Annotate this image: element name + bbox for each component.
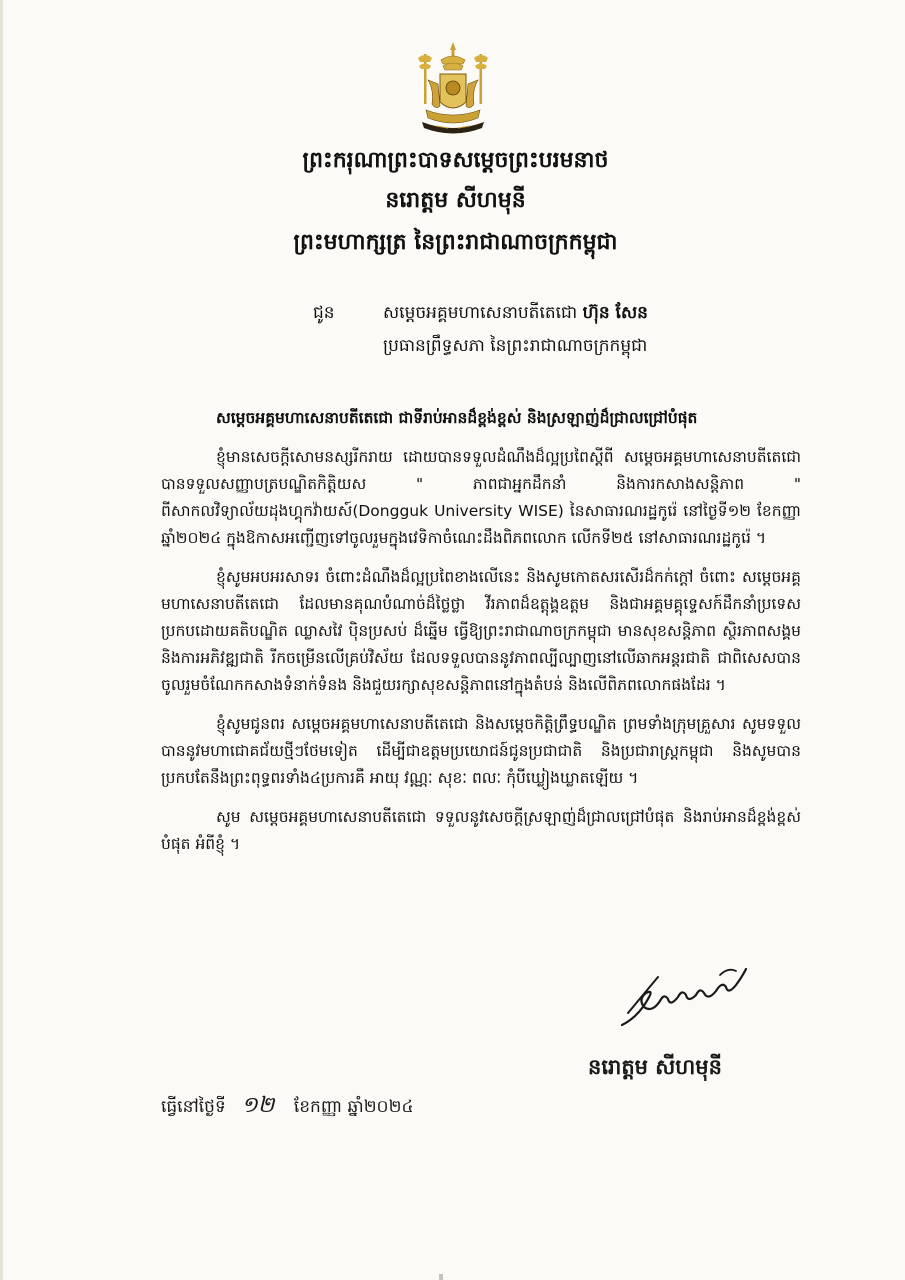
paragraph-1: ខ្ញុំមានសេចក្តីសោមនស្សរីករាយ ដោយបានទទួលដំណឹងដ៏ល្អប្រពៃស្តីពី សម្តេចអគ្គមហាសេនាបតីតេជោ បានទទួលសញ្ញាបត្របណ្ឌិតកិត្តិយស " ភាពជាអ្នកដឹកនាំ និងការកសាងសន្តិភាព " ពីសាកលវិទ្យាល័យដុងហ្គុកវ៉ាយស៍(Dongguk University WISE) នៃសាធារណរដ្ឋកូរ៉េ នៅថ្ងៃទី១២ ខែកញ្ញា ឆ្នាំ២០២៤ ក្នុងឱកាសអញ្ជើញទៅចូលរួមក្នុងវេទិកាចំណេះដឹងពិភពលោក លើកទី២៥ នៅសាធារណរដ្ឋកូរ៉េ ។ (161, 448, 801, 547)
handwritten-signature (608, 955, 768, 1035)
date-prefix: ធ្វើនៅថ្ងៃទី (161, 1097, 226, 1117)
paragraph-4: សូម សម្តេចអគ្គមហាសេនាបតីតេជោ ទទួលនូវសេចក្តីស្រឡាញ់ដ៏ជ្រាលជ្រៅបំផុត និងរាប់អានដ៏ខ្ពង់ខ្ពស់បំផុត អំពីខ្ញុំ ។ (161, 808, 801, 853)
addressee-name-prefix: សម្តេចអគ្គមហាសេនាបតីតេជោ (383, 303, 578, 323)
addressee-title: ប្រធានព្រឹទ្ធសភា នៃព្រះរាជាណាចក្រកម្ពុជា (383, 336, 648, 356)
addressee-name-bold: ហ៊ុន សែន (582, 303, 648, 323)
header-royal-title: ព្រះករុណាព្រះបាទសម្តេចព្រះបរមនាថ (302, 147, 609, 173)
date-month-year: ខែកញ្ញា ឆ្នាំ២០២៤ (293, 1097, 414, 1117)
addressee-name (383, 300, 648, 326)
date-day: ១២ (241, 1093, 275, 1118)
header-king-name: នរោត្តម សីហមុនី (385, 187, 526, 213)
signer-name: នរោត្តម សីហមុនី (588, 1054, 722, 1079)
date-line (161, 1092, 414, 1121)
page-edge-mark (439, 1274, 443, 1280)
header-king-office: ព្រះមហាក្សត្រ នៃព្រះរាជាណាចក្រកម្ពុជា (293, 229, 618, 255)
letter-body (161, 405, 801, 870)
royal-coat-of-arms-emblem (408, 40, 498, 140)
paragraph-3: ខ្ញុំសូមជូនពរ សម្តេចអគ្គមហាសេនាបតីតេជោ និងសម្តេចកិត្តិព្រឹទ្ធបណ្ឌិត ព្រមទាំងក្រុមគ្រួសារ សូមទទួលបាននូវមហាជោគជ័យថ្មីៗថែមទៀត ដើម្បីជាឧត្តមប្រយោជន៍ជូនប្រជាជាតិ និងប្រជារាស្ត្រកម្ពុជា និងសូមបានប្រកបតែនឹងព្រះពុទ្ធពរទាំង៤ប្រការគឺ អាយុ វណ្ណៈ សុខៈ ពលៈ កុំបីឃ្លៀងឃ្លាតឡើយ ។ (161, 715, 801, 787)
addressee-to-label: ជូន (313, 303, 335, 323)
salutation: សម្តេចអគ្គមហាសេនាបតីតេជោ ជាទីរាប់អានដ៏ខ្ពង់ខ្ពស់ និងស្រឡាញ់ដ៏ជ្រាលជ្រៅបំផុត (216, 409, 698, 427)
paragraph-2: ខ្ញុំសូមអបអរសាទរ ចំពោះដំណឹងដ៏ល្អប្រពៃខាងលើនេះ និងសូមកោតសរសើរដ៏កក់ក្តៅ ចំពោះ សម្តេចអគ្គមហាសេនាបតីតេជោ ដែលមានគុណបំណាច់ដ៏ថ្លៃថ្លា វីរភាពដ៏ឧត្តុង្គឧត្តម និងជាអគ្គមគ្គុទ្ទេសក៍ដឹកនាំប្រទេសប្រកបដោយគតិបណ្ឌិត ឈ្លាសវៃ ប៉ិនប្រសប់ ដ៏ឆ្នើម ធ្វើឱ្យព្រះរាជាណាចក្រកម្ពុជា មានសុខសន្តិភាព ស្ថិរភាពសង្គម និងការអភិវឌ្ឍជាតិ រីកចម្រើនលើគ្រប់វិស័យ ដែលទទួលបាននូវភាពល្បីល្បាញនៅលើឆាកអន្តរជាតិ ជាពិសេសបានចូលរួមចំណែកកសាងទំនាក់ទំនង និងជួយរក្សាសុខសន្តិភាពនៅក្នុងតំបន់ និងលើពិភពលោកផងដែរ ។ (161, 568, 801, 694)
